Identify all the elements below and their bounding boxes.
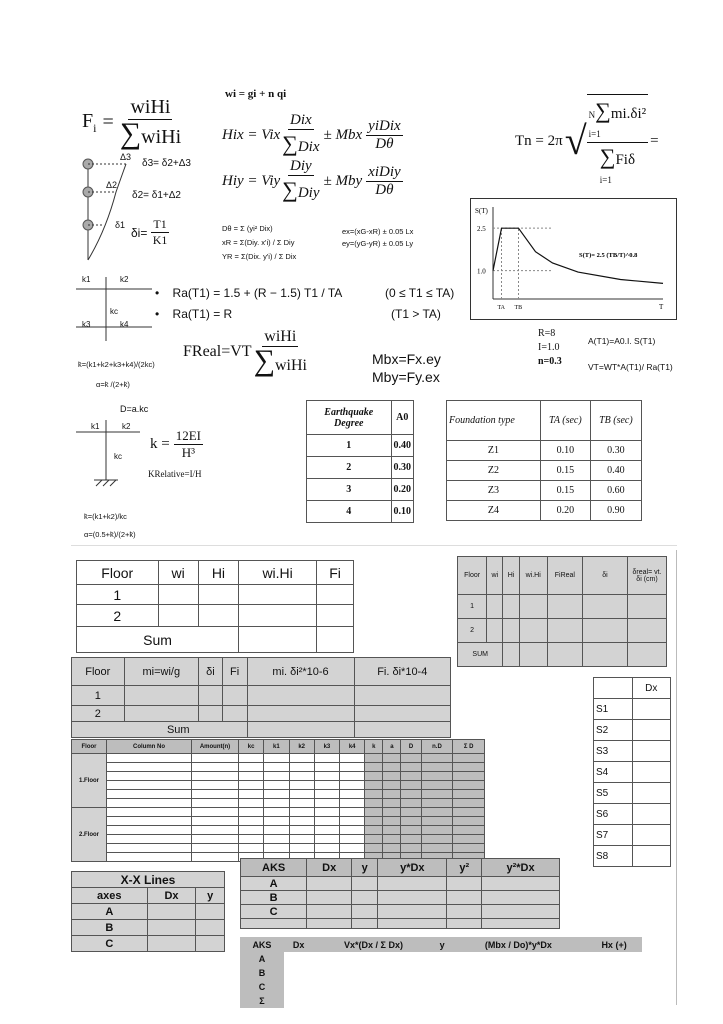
- t1-header-floor: Floor: [77, 561, 159, 585]
- table-row: S3: [594, 741, 671, 762]
- table-row: Sum: [77, 627, 354, 653]
- table-row: A: [240, 952, 642, 966]
- y-tick-label: 1.0: [477, 267, 486, 276]
- rin-values: R=8 I=1.0 n=0.3: [538, 328, 562, 367]
- table-row: A: [241, 877, 560, 891]
- table-row: 4 0.10: [307, 501, 414, 523]
- table-row: S1: [594, 699, 671, 720]
- hix-formula: Hix = Vix $\frac{\text{Dix}}{\text{∑Dix}}$ ± Mbx $\frac{\text{yiDix}}{D\theta}$: [222, 112, 401, 156]
- table-row: [72, 817, 485, 826]
- building-sketch: [78, 150, 138, 265]
- table-row: 2: [77, 605, 354, 627]
- found-header-type: Foundation type: [447, 401, 541, 441]
- table-row: Z4 0.20 0.90: [447, 501, 642, 521]
- frame1-k4: k4: [120, 320, 129, 329]
- table-row: B: [241, 891, 560, 905]
- fi-lhs: $F_i$: [82, 109, 97, 135]
- fi-numerator: wiHi: [130, 96, 171, 118]
- frame-diagram-2: [76, 420, 146, 490]
- center-defs: Dθ = Σ (yi² Dix) xR = Σ(Diy. x'i) / Σ Diy YR = Σ(Dix. y'i) / Σ Dix: [222, 224, 297, 261]
- page-edge-line: [676, 550, 677, 1005]
- frame1-k3: k3: [82, 320, 91, 329]
- fi-formula: $F_i$ = $\frac{\text{wiHi}}{\text{∑wiHi}}$: [82, 96, 182, 150]
- table-row: [72, 772, 485, 781]
- frame1-k2: k2: [120, 275, 129, 284]
- y-tick-label: 2.5: [477, 225, 486, 234]
- moment-formulas: Mbx=Fx.ey Mby=Fy.ex: [372, 351, 441, 385]
- cap-delta2: Δ2: [106, 180, 118, 190]
- eccentricity-defs: ex=(xG-xR) ± 0.05 Lx ey=(yG-yR) ± 0.05 Ly: [342, 227, 414, 248]
- aks-moment-table: AKS Dx y y*Dx y² y²*Dx A B C: [240, 858, 560, 929]
- frame1-k1: k1: [82, 275, 91, 284]
- cap-delta3: Δ3: [120, 152, 132, 162]
- table-row: S7: [594, 825, 671, 846]
- table-row: C: [241, 905, 560, 919]
- d-formula: D=a.kc: [120, 404, 149, 414]
- vt-formula: VT=WT*A(T1)/ Ra(T1): [588, 362, 673, 372]
- frame2-kc: kc: [114, 452, 122, 461]
- floor-force-table: [76, 560, 354, 653]
- frame2-k2: k2: [122, 422, 131, 431]
- frame2-k1: k1: [91, 422, 100, 431]
- table-row: S2: [594, 720, 671, 741]
- eq-header-degree: Earthquake Degree: [307, 401, 392, 435]
- t1-header-hi: Hi: [198, 561, 238, 585]
- table-row: 3 0.20: [307, 479, 414, 501]
- table-row: C: [240, 980, 642, 994]
- k-formula: k = $\frac{12EI}{\text{H³}}$: [150, 428, 201, 460]
- table-row: [72, 790, 485, 799]
- table-row: 2: [458, 619, 667, 643]
- t1-header-wi: wi: [158, 561, 198, 585]
- table-row: 1: [77, 585, 354, 605]
- column-stiffness-table: Floor Column No Amount(n) kc k1 k2 k3 k4 k a D n.D Σ D 1.Floor 2.Floor: [71, 739, 485, 862]
- floor-freal-table: Floor wi Hi wi.Hi FiReal δi δreal= vt. δi (cm) 1 2 SUM: [457, 556, 667, 667]
- at1-formula: A(T1)=A0.I. S(T1): [588, 336, 656, 346]
- table-row: S6: [594, 804, 671, 825]
- table-row: Z3 0.15 0.60: [447, 481, 642, 501]
- table-row: [72, 826, 485, 835]
- x-tick-label: TA: [497, 305, 506, 311]
- table-row: 1: [72, 686, 451, 706]
- y-axis-label: S(T): [475, 207, 488, 215]
- wi-definition: wi = gi + n qi: [225, 88, 287, 100]
- stiffness-dx-table: Dx S1 S2 S3 S4 S5 S6 S7 S8: [593, 677, 671, 867]
- fi-denominator: wiHi: [141, 126, 182, 148]
- t1-header-fi: Fi: [317, 561, 354, 585]
- table-row: [72, 835, 485, 844]
- alpha-formula-1: α=k̄ /(2+k̄): [96, 380, 130, 389]
- table-row: Sum: [72, 722, 451, 738]
- table-row: [72, 763, 485, 772]
- page-divider-line: [71, 545, 677, 546]
- x-tick-label: TB: [514, 305, 523, 311]
- table-row: S4: [594, 762, 671, 783]
- tn-formula: Tn = 2π √ N∑mi.δi² i=1 ∑Fiδ i=1 =: [515, 94, 659, 188]
- spectrum-curve: [493, 228, 663, 283]
- earthquake-table: [306, 400, 414, 523]
- kbar-formula: k̄=(k1+k2+k3+k4)/(2kc): [78, 360, 155, 369]
- floor-label: 2.Floor: [72, 808, 107, 862]
- delta3-eq: δ3= δ2+Δ3: [142, 158, 191, 169]
- curve-label: S(T)= 2.5 (TB/T)^0.8: [579, 252, 638, 259]
- table-row: 2 0.30: [307, 457, 414, 479]
- table-row: 2: [72, 706, 451, 722]
- floor-label: 1.Floor: [72, 754, 107, 808]
- table-row: [72, 781, 485, 790]
- ra-conditions: (0 ≤ T1 ≤ TA) (T1 > TA): [385, 286, 455, 321]
- small-delta1: δ1: [115, 220, 126, 230]
- table-row: [72, 799, 485, 808]
- table-row: S5: [594, 783, 671, 804]
- deltai-eq: δi= $\frac{T1}{K1}$: [131, 217, 168, 247]
- kbar-formula-2: k̄=(k1+k2)/kc: [84, 512, 127, 521]
- delta2-eq: δ2= δ1+Δ2: [132, 190, 181, 201]
- x-axis-label: T: [659, 303, 664, 311]
- table-row: SUM: [458, 643, 667, 667]
- table-row: S8: [594, 846, 671, 867]
- eq-header-a0: A0: [391, 401, 414, 435]
- table-row: 1: [458, 595, 667, 619]
- frame1-kc: kc: [110, 307, 118, 316]
- spectrum-chart: [470, 198, 677, 320]
- foundation-table: [446, 400, 642, 521]
- table-row: C: [72, 936, 225, 952]
- table-row: 1 0.40: [307, 435, 414, 457]
- ra-formulas: • Ra(T1) = 1.5 + (R − 1.5) T1 / TA • Ra(T1) = R: [155, 286, 343, 321]
- table-row: [72, 808, 485, 817]
- table-row: Z1 0.10 0.30: [447, 441, 642, 461]
- hiy-formula: Hiy = Viy $\frac{\text{Diy}}{\text{∑Diy}}$ ± Mby $\frac{\text{xiDiy}}{D\theta}$: [222, 158, 401, 202]
- table-row: Σ: [240, 994, 642, 1008]
- table-row: Z2 0.15 0.40: [447, 461, 642, 481]
- mass-deflection-table: Floor mi=wi/g δi Fi mi. δi²*10-6 Fi. δi*10-4 1 2 Sum: [71, 657, 451, 738]
- alpha-formula-2: α=(0.5+k̄)/(2+k̄): [84, 530, 136, 539]
- table-row: [72, 754, 485, 763]
- found-header-tb: TB (sec): [590, 401, 641, 441]
- table-row: [72, 844, 485, 853]
- t1-header-wihi: wi.Hi: [239, 561, 317, 585]
- xx-lines-table: X-X Lines axes Dx y A B C: [71, 871, 225, 952]
- found-header-ta: TA (sec): [540, 401, 590, 441]
- freal-formula: FReal=VT $\frac{\text{wiHi}}{\text{∑wiHi}}$: [183, 328, 307, 377]
- k-relative: KRelative=I/H: [148, 469, 202, 479]
- table-row: B: [72, 920, 225, 936]
- table-row: B: [240, 966, 642, 980]
- aks-hx-table: AKS Dx Vx*(Dx / Σ Dx) y (Mbx / Do)*y*Dx Hx (+) A B C Σ: [240, 937, 642, 1008]
- table-row: A: [72, 904, 225, 920]
